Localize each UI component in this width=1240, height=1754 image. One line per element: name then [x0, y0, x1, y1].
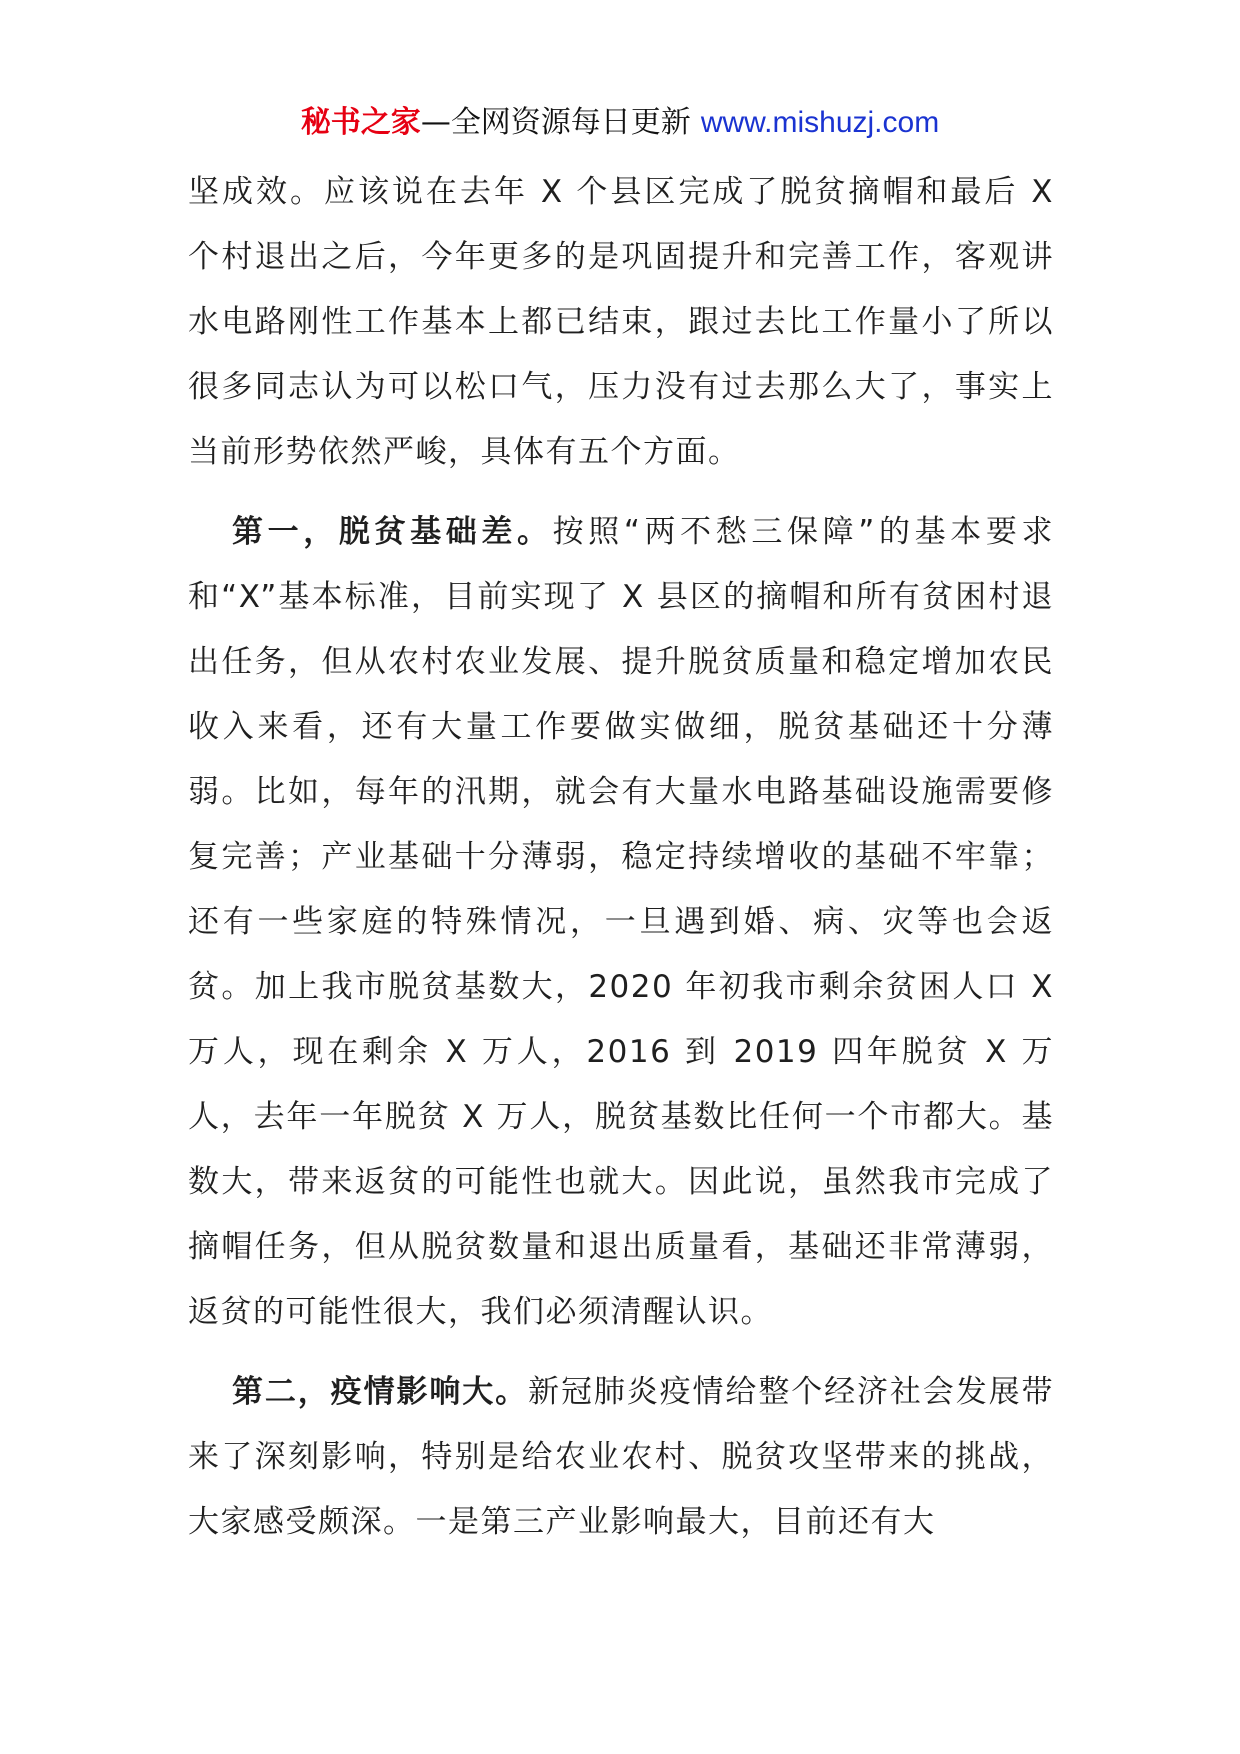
paragraph-lead: 第一，脱贫基础差。 [232, 514, 553, 550]
website-link[interactable]: www.mishuzj.com [700, 106, 940, 139]
header-slogan: —全网资源每日更新 [420, 105, 691, 140]
paragraph-lead: 第二，疫情影响大。 [232, 1374, 529, 1410]
document-body [188, 160, 1054, 1570]
paragraph-text: 坚成效。应该说在去年 X 个县区完成了脱贫摘帽和最后 X 个村退出之后，今年更多的是巩固提升和完善工作，客观讲水电路刚性工作基本上都已结束，跟过去比工作量小了所以很多同志认为可以松口气，压力没有过去那么大了，事实上当前形势依然严峻，具体有五个方面。 [188, 174, 1054, 470]
paragraph [188, 160, 1054, 485]
paragraph-text: 按照“两不愁三保障”的基本要求和“X”基本标准，目前实现了 X 县区的摘帽和所有贫困村退出任务，但从农村农业发展、提升脱贫质量和稳定增加农民收入来看，还有大量工作要做实做细，脱贫基础还十分薄弱。比如，每年的汛期，就会有大量水电路基础设施需要修复完善；产业基础十分薄弱，稳定持续增收的基础不牢靠；还有一些家庭的特殊情况，一旦遇到婚、病、灾等也会返贫。加上我市脱贫基数大，2020 年初我市剩余贫困人口 X 万人，现在剩余 X 万人，2016 到 2019 四年脱贫 X 万人，去年一年脱贫 X 万人，脱贫基数比任何一个市都大。基数大，带来返贫的可能性也就大。因此说，虽然我市完成了摘帽任务，但从脱贫数量和退出质量看，基础还非常薄弱，返贫的可能性很大，我们必须清醒认识。 [188, 514, 1054, 1330]
page-header [0, 100, 1240, 146]
brand-name: 秘书之家 [300, 105, 421, 140]
paragraph [188, 500, 1054, 1345]
paragraph-text: 新冠肺炎疫情给整个经济社会发展带来了深刻影响，特别是给农业农村、脱贫攻坚带来的挑战，大家感受颇深。一是第三产业影响最大，目前还有大 [188, 1374, 1054, 1540]
paragraph [188, 1360, 1054, 1555]
